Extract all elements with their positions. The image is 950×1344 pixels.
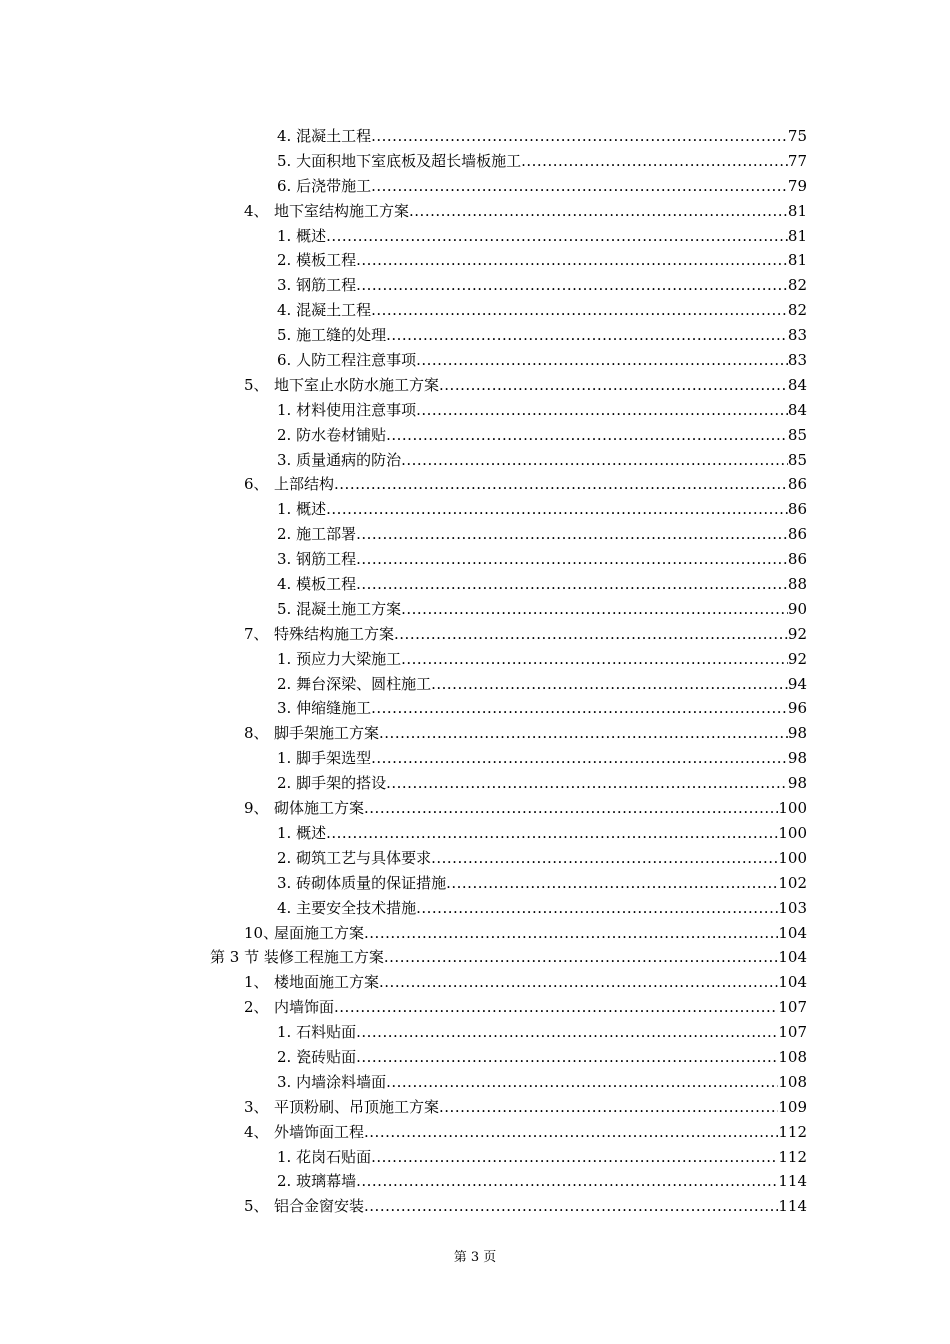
toc-entry-label <box>277 348 416 373</box>
toc-entry[interactable] <box>0 1120 950 1145</box>
toc-entry-number: 6. <box>277 351 292 370</box>
toc-entry-label <box>277 821 326 846</box>
toc-entry-label <box>277 124 371 149</box>
toc-entry-title: 混凝土工程 <box>296 301 372 320</box>
toc-entry-page: 114 <box>778 1197 807 1216</box>
toc-entry-label <box>244 199 409 224</box>
toc-entry[interactable] <box>0 647 950 672</box>
toc-entry-title: 楼地面施工方案 <box>274 973 380 992</box>
toc-entry-number: 2. <box>277 774 292 793</box>
toc-dot-leader <box>386 771 788 796</box>
toc-entry-number: 4. <box>277 898 292 917</box>
toc-entry-label <box>277 647 401 672</box>
toc-dot-leader <box>379 970 778 995</box>
toc-dot-leader <box>431 672 788 697</box>
toc-entry-number: 2. <box>277 848 292 867</box>
toc-entry-page: 81 <box>787 251 807 270</box>
toc-entry-number: 4. <box>277 127 292 145</box>
toc-entry-number: 1. <box>277 400 292 419</box>
toc-entry[interactable] <box>0 871 950 896</box>
toc-dot-leader <box>416 896 778 921</box>
toc-dot-leader <box>364 1194 778 1219</box>
toc-entry-title: 舞台深梁、圆柱施工 <box>296 674 432 693</box>
toc-dot-leader <box>371 1145 778 1170</box>
toc-entry-label <box>277 423 386 448</box>
toc-entry[interactable] <box>0 597 950 622</box>
toc-entry-number: 8、 <box>244 724 269 743</box>
toc-entry-number: 2、 <box>244 998 269 1017</box>
toc-entry[interactable] <box>0 323 950 348</box>
toc-entry[interactable] <box>0 423 950 448</box>
toc-entry[interactable] <box>0 622 950 647</box>
toc-entry-title: 施工部署 <box>296 525 357 544</box>
toc-entry[interactable] <box>0 348 950 373</box>
toc-entry-label <box>277 273 356 298</box>
toc-entry[interactable] <box>0 846 950 871</box>
toc-entry-page: 112 <box>778 1122 807 1141</box>
toc-dot-leader <box>334 472 788 497</box>
toc-entry-page: 82 <box>787 301 807 320</box>
toc-entry-page: 86 <box>787 475 807 494</box>
toc-dot-leader <box>379 721 788 746</box>
toc-entry-title: 脚手架选型 <box>296 749 372 768</box>
toc-entry[interactable] <box>0 970 950 995</box>
toc-dot-leader <box>401 448 788 473</box>
toc-entry-title: 瓷砖贴面 <box>296 1047 357 1066</box>
toc-entry-number: 3. <box>277 1072 292 1091</box>
toc-entry-page: 90 <box>787 599 807 618</box>
toc-entry-label <box>244 1120 364 1145</box>
toc-entry-title: 人防工程注意事项 <box>296 351 417 370</box>
toc-entry[interactable] <box>0 1095 950 1120</box>
toc-entry-title: 防水卷材铺贴 <box>296 425 387 444</box>
toc-dot-leader <box>356 1045 778 1070</box>
toc-entry[interactable] <box>0 373 950 398</box>
toc-entry-title: 概述 <box>296 226 327 245</box>
toc-entry-number: 1. <box>277 1147 292 1166</box>
toc-entry-number: 1. <box>277 823 292 842</box>
toc-entry[interactable] <box>0 124 950 149</box>
toc-entry-number: 10、 <box>244 923 279 942</box>
toc-entry-page: 108 <box>778 1047 807 1066</box>
toc-entry-label <box>244 921 364 946</box>
toc-entry-label <box>277 248 356 273</box>
toc-entry[interactable] <box>0 896 950 921</box>
toc-entry-label <box>244 970 379 995</box>
toc-entry-title: 内墙饰面 <box>274 998 335 1017</box>
toc-dot-leader <box>439 373 788 398</box>
toc-dot-leader <box>371 696 788 721</box>
toc-dot-leader <box>401 597 788 622</box>
toc-entry-number: 1. <box>277 749 292 768</box>
toc-entry-page: 109 <box>778 1097 807 1116</box>
toc-entry-title: 铝合金窗安装 <box>274 1197 365 1216</box>
toc-dot-leader <box>356 1169 778 1194</box>
toc-entry-page: 98 <box>787 724 807 743</box>
toc-entry[interactable] <box>0 1020 950 1045</box>
toc-entry-title: 地下室止水防水施工方案 <box>274 375 440 394</box>
toc-entry-number: 5、 <box>244 1197 269 1216</box>
toc-entry-page: 104 <box>778 973 807 992</box>
toc-entry-title: 特殊结构施工方案 <box>274 624 395 643</box>
toc-entry[interactable] <box>0 248 950 273</box>
toc-entry-title: 地下室结构施工方案 <box>274 201 410 220</box>
toc-entry-title: 质量通病的防治 <box>296 450 402 469</box>
toc-entry-label <box>244 721 379 746</box>
toc-entry-number: 1. <box>277 649 292 668</box>
toc-dot-leader <box>326 224 788 249</box>
toc-entry-label <box>277 497 326 522</box>
toc-entry[interactable] <box>0 298 950 323</box>
toc-entry-number: 1. <box>277 500 292 519</box>
toc-entry-number: 9、 <box>244 799 269 818</box>
toc-entry[interactable] <box>0 696 950 721</box>
toc-entry[interactable] <box>0 448 950 473</box>
toc-dot-leader <box>521 149 788 174</box>
toc-entry-title: 施工缝的处理 <box>296 326 387 345</box>
toc-entry-page: 112 <box>778 1147 807 1166</box>
toc-entry[interactable] <box>0 174 950 199</box>
toc-entry-label <box>277 572 356 597</box>
toc-entry-label <box>277 448 401 473</box>
toc-entry-number: 2. <box>277 1047 292 1066</box>
toc-entry-title: 上部结构 <box>274 475 335 494</box>
toc-entry-page: 104 <box>778 923 807 942</box>
page-number: 第 3 页 <box>453 1250 497 1265</box>
toc-entry-title: 材料使用注意事项 <box>296 400 417 419</box>
toc-entry-page: 107 <box>778 998 807 1017</box>
toc-entry-title: 预应力大梁施工 <box>296 649 402 668</box>
toc-dot-leader <box>334 995 778 1020</box>
toc-dot-leader <box>356 248 788 273</box>
toc-entry[interactable] <box>0 721 950 746</box>
toc-entry-number: 1、 <box>244 973 269 992</box>
toc-dot-leader <box>326 821 778 846</box>
toc-entry[interactable] <box>0 224 950 249</box>
toc-entry-number: 3、 <box>244 1097 269 1116</box>
toc-entry-title: 内墙涂料墙面 <box>296 1072 387 1091</box>
toc-entry[interactable] <box>0 1070 950 1095</box>
toc-entry-number: 5. <box>277 326 292 345</box>
toc-entry-page: 103 <box>778 898 807 917</box>
toc-entry[interactable] <box>0 672 950 697</box>
toc-entry-title: 花岗石贴面 <box>296 1147 372 1166</box>
toc-entry-number: 2. <box>277 425 292 444</box>
toc-entry[interactable] <box>0 771 950 796</box>
toc-entry-number: 第 3 节 <box>210 948 260 967</box>
toc-entry-number: 1. <box>277 226 292 245</box>
toc-dot-leader <box>386 423 788 448</box>
toc-entry-page: 98 <box>787 749 807 768</box>
toc-entry-title: 后浇带施工 <box>296 176 372 195</box>
toc-entry-title: 主要安全技术措施 <box>296 898 417 917</box>
toc-entry-label <box>277 323 386 348</box>
toc-dot-leader <box>384 945 778 970</box>
toc-entry[interactable] <box>0 522 950 547</box>
toc-entry-number: 5、 <box>244 375 269 394</box>
toc-entry-title: 石料贴面 <box>296 1023 357 1042</box>
toc-entry-title: 玻璃幕墙 <box>296 1172 357 1191</box>
toc-dot-leader <box>371 174 788 199</box>
toc-entry[interactable] <box>0 1194 950 1219</box>
toc-entry-number: 3. <box>277 873 292 892</box>
toc-entry-number: 5. <box>277 599 292 618</box>
toc-dot-leader <box>356 1020 778 1045</box>
toc-entry-title: 外墙饰面工程 <box>274 1122 365 1141</box>
toc-entry-label <box>277 1145 371 1170</box>
toc-entry-label <box>277 522 356 547</box>
toc-entry-page: 85 <box>787 450 807 469</box>
toc-entry[interactable] <box>0 497 950 522</box>
toc-entry-title: 砖砌体质量的保证措施 <box>296 873 447 892</box>
toc-entry-page: 92 <box>787 624 807 643</box>
toc-dot-leader <box>439 1095 778 1120</box>
toc-entry-label <box>277 896 416 921</box>
toc-entry-label <box>244 1194 364 1219</box>
toc-entry-page: 86 <box>787 550 807 569</box>
toc-entry[interactable] <box>0 796 950 821</box>
toc-entry-label <box>244 373 439 398</box>
toc-dot-leader <box>356 273 788 298</box>
toc-entry-number: 3. <box>277 550 292 569</box>
toc-entry-number: 2. <box>277 674 292 693</box>
toc-entry-number: 6. <box>277 176 292 195</box>
toc-entry-page: 81 <box>787 201 807 220</box>
toc-entry-number: 3. <box>277 276 292 295</box>
toc-entry[interactable] <box>0 199 950 224</box>
toc-entry-label <box>277 597 401 622</box>
toc-dot-leader <box>371 124 788 149</box>
toc-dot-leader <box>356 547 788 572</box>
toc-entry-number: 6、 <box>244 475 269 494</box>
toc-entry-page: 100 <box>778 848 807 867</box>
toc-entry-page: 86 <box>787 500 807 519</box>
toc-entry-title: 砌筑工艺与具体要求 <box>296 848 432 867</box>
toc-entry-label <box>244 622 394 647</box>
toc-entry-page: 100 <box>778 799 807 818</box>
toc-dot-leader <box>416 398 788 423</box>
toc-entry-label <box>277 1020 356 1045</box>
toc-entry-title: 模板工程 <box>296 251 357 270</box>
toc-dot-leader <box>356 572 788 597</box>
toc-entry[interactable] <box>0 273 950 298</box>
toc-entry[interactable] <box>0 945 950 970</box>
toc-entry-label <box>277 771 386 796</box>
toc-entry-number: 4. <box>277 575 292 594</box>
toc-entry[interactable] <box>0 398 950 423</box>
toc-entry-title: 钢筋工程 <box>296 276 357 295</box>
toc-entry-label <box>277 871 446 896</box>
toc-dot-leader <box>371 298 788 323</box>
toc-entry-page: 98 <box>787 774 807 793</box>
toc-entry-page: 94 <box>787 674 807 693</box>
toc-entry-page: 84 <box>787 375 807 394</box>
toc-entry-page: 114 <box>778 1172 807 1191</box>
toc-entry[interactable] <box>0 1145 950 1170</box>
toc-dot-leader <box>364 1120 778 1145</box>
toc-entry-label <box>277 846 431 871</box>
toc-entry-number: 7、 <box>244 624 269 643</box>
toc-entry-label <box>277 298 371 323</box>
toc-dot-leader <box>394 622 788 647</box>
toc-entry[interactable] <box>0 149 950 174</box>
toc-dot-leader <box>446 871 778 896</box>
toc-entry[interactable] <box>0 921 950 946</box>
toc-entry-title: 概述 <box>296 823 327 842</box>
toc-entry-label <box>244 1095 439 1120</box>
toc-entry-page: 82 <box>787 276 807 295</box>
toc-entry-title: 脚手架施工方案 <box>274 724 380 743</box>
toc-entry-page: 92 <box>787 649 807 668</box>
toc-entry-title: 概述 <box>296 500 327 519</box>
toc-dot-leader <box>386 1070 778 1095</box>
toc-entry-page: 86 <box>787 525 807 544</box>
toc-entry-label <box>277 696 371 721</box>
toc-entry-page: 88 <box>787 575 807 594</box>
toc-entry-label <box>277 547 356 572</box>
toc-dot-leader <box>416 348 788 373</box>
toc-entry-label <box>244 472 334 497</box>
toc-entry-page: 104 <box>778 948 807 967</box>
toc-entry-page: 96 <box>787 699 807 718</box>
toc-entry-page: 85 <box>787 425 807 444</box>
toc-entry-page: 102 <box>778 873 807 892</box>
toc-entry-number: 3. <box>277 699 292 718</box>
toc-entry-page: 83 <box>787 326 807 345</box>
toc-entry-page: 79 <box>787 176 807 195</box>
toc-dot-leader <box>326 497 788 522</box>
toc-entry-page: 107 <box>778 1023 807 1042</box>
toc-entry-page: 75 <box>787 127 807 145</box>
toc-dot-leader <box>401 647 788 672</box>
toc-entry-title: 伸缩缝施工 <box>296 699 372 718</box>
toc-entry-title: 砌体施工方案 <box>274 799 365 818</box>
toc-entry-number: 4、 <box>244 201 269 220</box>
toc-entry-label <box>277 398 416 423</box>
toc-dot-leader <box>364 921 778 946</box>
toc-entry-page: 108 <box>778 1072 807 1091</box>
toc-entry[interactable] <box>0 995 950 1020</box>
toc-entry-title: 平顶粉刷、吊顶施工方案 <box>274 1097 440 1116</box>
toc-entry-label <box>277 224 326 249</box>
toc-entry-title: 混凝土施工方案 <box>296 599 402 618</box>
toc-entry-title: 混凝土工程 <box>296 127 372 145</box>
toc-dot-leader <box>431 846 778 871</box>
toc-entry-number: 3. <box>277 450 292 469</box>
toc-entry-page: 77 <box>787 151 807 170</box>
toc-entry-number: 5. <box>277 151 292 170</box>
toc-entry-title: 钢筋工程 <box>296 550 357 569</box>
toc-entry-label <box>277 1070 386 1095</box>
toc-entry-label <box>277 1045 356 1070</box>
toc-entry-page: 100 <box>778 823 807 842</box>
toc-dot-leader <box>386 323 788 348</box>
toc-dot-leader <box>364 796 778 821</box>
toc-entry[interactable] <box>0 1169 950 1194</box>
toc-entry-label <box>277 1169 356 1194</box>
toc-entry-label <box>277 672 431 697</box>
toc-entry-page: 84 <box>787 400 807 419</box>
toc-entry[interactable] <box>0 472 950 497</box>
toc-entry-title: 装修工程施工方案 <box>263 948 384 967</box>
toc-entry[interactable] <box>0 746 950 771</box>
toc-entry-label <box>244 995 334 1020</box>
toc-entry-number: 4. <box>277 301 292 320</box>
toc-entry-number: 2. <box>277 1172 292 1191</box>
toc-entry-number: 1. <box>277 1023 292 1042</box>
toc-entry-number: 2. <box>277 251 292 270</box>
page-footer <box>0 1246 950 1265</box>
toc-entry-number: 2. <box>277 525 292 544</box>
toc-dot-leader <box>409 199 788 224</box>
toc-entry-page: 81 <box>787 226 807 245</box>
toc-entry-label <box>277 746 371 771</box>
toc-entry-title: 模板工程 <box>296 575 357 594</box>
toc-entry-title: 脚手架的搭设 <box>296 774 387 793</box>
toc-entry[interactable] <box>0 572 950 597</box>
toc-entry-page: 83 <box>787 351 807 370</box>
toc-entry-label <box>277 174 371 199</box>
toc-dot-leader <box>356 522 788 547</box>
toc-entry-number: 4、 <box>244 1122 269 1141</box>
toc-entry[interactable] <box>0 547 950 572</box>
toc-entry[interactable] <box>0 1045 950 1070</box>
toc-entry-label <box>277 149 521 174</box>
toc-entry-label <box>244 796 364 821</box>
table-of-contents <box>0 124 950 1219</box>
toc-entry[interactable] <box>0 821 950 846</box>
toc-dot-leader <box>371 746 788 771</box>
toc-entry-title: 大面积地下室底板及超长墙板施工 <box>296 151 522 170</box>
toc-entry-title: 屋面施工方案 <box>274 923 365 942</box>
toc-entry-label <box>210 945 384 970</box>
